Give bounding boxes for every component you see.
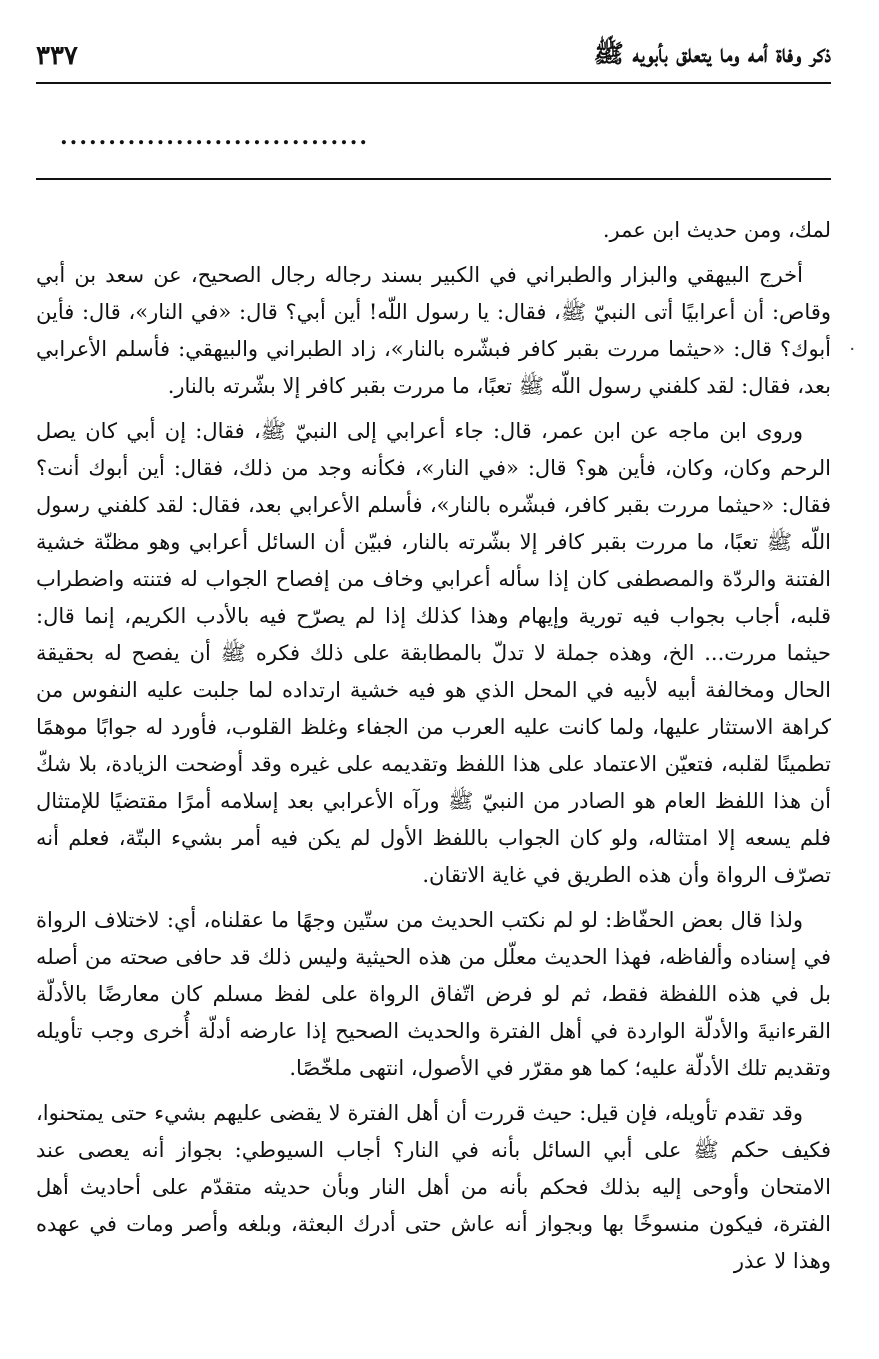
- margin-mark: ٠: [847, 338, 857, 359]
- header-rule: [36, 82, 831, 84]
- paragraph: وروى ابن ماجه عن ابن عمر، قال: جاء أعرابي إلى النبيّ ﷺ، فقال: إن أبي كان يصل الرحم وكان، وكان، فأين هو؟ قال: «في النار»، فكأنه وجد من ذلك، فقال: أين أبوك أنت؟ فقال: «حيثما مررت بقبر كافر، فبشّره بالنار»، فأسلم الأعرابي بعد، فقال: لقد كلفني رسول اللّه ﷺ تعبًا، ما مررت بقبر كافر إلا بشّرته بالنار، فبيّن أن السائل أعرابي وهو مظنّة خشية الفتنة والردّة والمصطفى كان إذا سأله أعرابي وخاف من إفصاح الجواب له فتنته واضطراب قلبه، أجاب بجواب فيه تورية وإيهام وهذا كذلك إذا لم يصرّح فيه بالأدب الكريم، إنما قال: حيثما مررت... الخ، وهذه جملة لا تدلّ بالمطابقة على ذلك فكره ﷺ أن يفصح له بحقيقة الحال ومخالفة أبيه لأبيه في المحل الذي هو فيه خشية ارتداده لما جلبت عليه النفوس من كراهة الاستثار عليها، ولما كانت عليه العرب من الجفاء وغلظ القلوب، فأورد له جوابًا موهمًا تطمينًا لقلبه، فتعيّن الاعتماد على هذا اللفظ وتقديمه على غيره وقد أوضحت الزيادة، بلا شكّ أن هذا اللفظ العام هو الصادر من النبيّ ﷺ ورآه الأعرابي بعد إسلامه أمرًا مقتضيًا للإمتثال فلم يسعه إلا امتثاله، ولو كان الجواب باللفظ الأول لم يكن فيه أمر بشيء البتّة، فعلم أنه تصرّف الرواة وأن هذه الطريق في غاية الاتقان.: [36, 419, 831, 887]
- paragraph: أخرج البيهقي والبزار والطبراني في الكبير بسند رجاله رجال الصحيح، عن سعد بن أبي وقاص: أن أعرابيًا أتى النبيّ ﷺ، فقال: يا رسول اللّه! أين أبي؟ قال: «في النار»، قال: فأين أبوك؟ قال: «حيثما مررت بقبر كافر فبشّره بالنار»، زاد الطبراني والبيهقي: فأسلم الأعرابي بعد، فقال: لقد كلفني رسول اللّه ﷺ تعبًا، ما مررت بقبر كافر إلا بشّرته بالنار.: [36, 263, 831, 398]
- running-head: [36, 34, 831, 78]
- footnote-separator-rule: [36, 178, 831, 180]
- page-number: ٣٣٧: [36, 41, 78, 71]
- main-text: [36, 212, 831, 1288]
- running-title: ذكر وفاة أمه وما يتعلق بأبويه ﷺ: [593, 38, 831, 68]
- paragraph: لمك، ومن حديث ابن عمر.: [602, 218, 831, 242]
- paragraph: ولذا قال بعض الحفّاظ: لو لم نكتب الحديث من ستّين وجهًا ما عقلناه، أي: لاختلاف الرواة في إسناده وألفاظه، فهذا الحديث معلّل من هذه الحيثية وليس ذلك قد حافى صحته من أصله بل في هذه اللفظة فقط، ثم لو فرض اتّفاق الرواة على لفظ مسلم كان معارضًا بالأدلّة القرءانيةَ والأدلّة الواردة في أهل الفترة والحديث الصحيح إذا عارضه أدلّة أُخرى وجب تأويله وتقديم تلك الأدلّة عليه؛ كما هو مقرّر في الأصول، انتهى ملخّصًا.: [36, 908, 831, 1080]
- footnote-dots: ................................: [60, 124, 370, 150]
- paragraph: وقد تقدم تأويله، فإن قيل: حيث قررت أن أهل الفترة لا يقضى عليهم بشيء حتى يمتحنوا، فكيف حكم ﷺ على أبي السائل بأنه في النار؟ أجاب السيوطي: بجواز أنه يعصى عند الامتحان وأوحى إليه بذلك فحكم بأنه من أهل النار وبأن حديثه متقدّم على أحاديث أهل الفترة، فيكون منسوخًا بها وبجواز أنه عاش حتى أدرك البعثة، وبلغه وأصر ومات في عهده وهذا لا عذر: [36, 1101, 831, 1273]
